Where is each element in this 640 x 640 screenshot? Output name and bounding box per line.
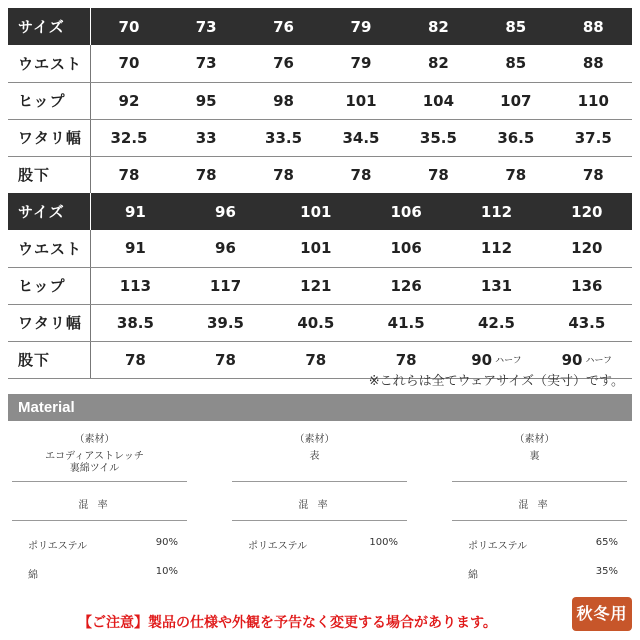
table-cell bbox=[477, 8, 554, 45]
cell-value: 33 bbox=[195, 128, 217, 147]
row-label: ヒップ bbox=[8, 82, 90, 119]
cell-value: 98 bbox=[273, 91, 294, 110]
table-cell bbox=[245, 119, 322, 156]
table-cell bbox=[542, 267, 632, 304]
table-row bbox=[8, 82, 632, 119]
cell-value: 85 bbox=[505, 17, 527, 36]
table-cell bbox=[400, 45, 477, 82]
table-cell bbox=[555, 82, 632, 119]
table-cell bbox=[90, 304, 180, 341]
cell-value: 78 bbox=[195, 165, 217, 184]
table-cell bbox=[451, 267, 541, 304]
row-label: 股下 bbox=[8, 341, 90, 378]
material-name-line1: エコディアストレッチ bbox=[45, 451, 144, 462]
table-cell bbox=[542, 230, 632, 267]
cell-value: 96 bbox=[215, 202, 236, 221]
size-table-1 bbox=[8, 8, 632, 194]
table-cell bbox=[245, 45, 322, 82]
row-label: ヒップ bbox=[8, 267, 90, 304]
table-cell bbox=[271, 341, 361, 378]
cell-value: 121 bbox=[300, 276, 332, 295]
fiber-percent: 100% bbox=[369, 537, 398, 548]
half-length-note: ハーフ bbox=[585, 355, 613, 366]
table-cell bbox=[271, 193, 361, 230]
table-cell bbox=[555, 156, 632, 193]
material-tag: （素材） bbox=[514, 434, 555, 445]
cell-value: 110 bbox=[577, 91, 609, 110]
cell-value: 78 bbox=[350, 165, 372, 184]
material-name bbox=[452, 451, 617, 463]
table-row bbox=[8, 119, 632, 156]
table-cell bbox=[271, 230, 361, 267]
cell-value: 112 bbox=[480, 239, 513, 258]
table-cell bbox=[477, 45, 554, 82]
season-badge: 秋冬用 bbox=[572, 597, 632, 631]
material-name bbox=[232, 451, 397, 463]
cell-value: 73 bbox=[195, 54, 217, 73]
cell-value: 126 bbox=[390, 276, 422, 295]
cell-value: 106 bbox=[390, 239, 422, 258]
table-cell bbox=[271, 304, 361, 341]
blend-rate-label: 混 率 bbox=[518, 500, 551, 511]
table-cell bbox=[451, 193, 541, 230]
table-row bbox=[8, 156, 632, 193]
table-cell bbox=[167, 156, 244, 193]
table-cell bbox=[361, 193, 451, 230]
cell-value: 34.5 bbox=[342, 128, 380, 147]
cell-value: 107 bbox=[500, 91, 532, 110]
cell-value: 78 bbox=[582, 165, 604, 184]
fiber-percent: 65% bbox=[595, 537, 618, 548]
table-cell bbox=[90, 193, 180, 230]
table-row bbox=[8, 230, 632, 267]
material-name bbox=[12, 451, 177, 475]
table-cell bbox=[322, 156, 399, 193]
table-cell bbox=[90, 8, 167, 45]
table-cell bbox=[555, 45, 632, 82]
cell-value: 38.5 bbox=[116, 313, 154, 332]
table-cell bbox=[271, 267, 361, 304]
table-cell bbox=[245, 8, 322, 45]
row-label: サイズ bbox=[8, 8, 90, 45]
cell-value: 88 bbox=[582, 54, 604, 73]
cell-value: 91 bbox=[124, 239, 146, 258]
cell-value: 70 bbox=[118, 17, 140, 36]
table-cell bbox=[322, 82, 399, 119]
cell-value: 73 bbox=[195, 17, 217, 36]
material-tag: （素材） bbox=[74, 434, 115, 445]
cell-value: 78 bbox=[118, 165, 140, 184]
blend-rate-label: 混 率 bbox=[298, 500, 331, 511]
cell-value: 76 bbox=[273, 17, 294, 36]
table-header-row bbox=[8, 193, 632, 230]
cell-value: 37.5 bbox=[574, 128, 612, 147]
divider bbox=[452, 481, 627, 482]
table-cell bbox=[361, 304, 451, 341]
table-cell bbox=[322, 119, 399, 156]
table-cell bbox=[180, 230, 270, 267]
table-cell bbox=[361, 267, 451, 304]
fiber-name: ポリエステル bbox=[248, 541, 308, 552]
cell-value: 96 bbox=[215, 239, 236, 258]
cell-value: 88 bbox=[582, 17, 604, 36]
cell-value: 82 bbox=[427, 17, 449, 36]
table-cell bbox=[167, 119, 244, 156]
divider bbox=[232, 520, 407, 521]
table-cell bbox=[361, 230, 451, 267]
cell-value: 78 bbox=[124, 350, 146, 369]
fiber-name: ポリエステル bbox=[468, 541, 528, 552]
table-cell bbox=[542, 193, 632, 230]
cell-value: 106 bbox=[390, 202, 422, 221]
table-cell bbox=[451, 304, 541, 341]
material-name-line1: 表 bbox=[309, 451, 320, 462]
table-cell bbox=[322, 45, 399, 82]
size-table-2 bbox=[8, 193, 632, 379]
table-header-row bbox=[8, 8, 632, 45]
table-cell bbox=[400, 82, 477, 119]
divider bbox=[12, 481, 187, 482]
table-cell bbox=[167, 82, 244, 119]
table-cell bbox=[245, 156, 322, 193]
cell-value: 101 bbox=[300, 202, 332, 221]
cell-value: 101 bbox=[345, 91, 377, 110]
table-cell bbox=[245, 82, 322, 119]
cell-value: 82 bbox=[427, 54, 449, 73]
cell-value: 36.5 bbox=[497, 128, 535, 147]
cell-value: 79 bbox=[350, 54, 372, 73]
divider bbox=[232, 481, 407, 482]
table-cell bbox=[180, 341, 270, 378]
cell-value: 131 bbox=[480, 276, 513, 295]
table-cell bbox=[167, 8, 244, 45]
cell-value: 70 bbox=[118, 54, 140, 73]
size-note: ※これらは全てウェアサイズ（実寸）です。 bbox=[368, 374, 624, 389]
table-cell bbox=[477, 82, 554, 119]
table-row bbox=[8, 267, 632, 304]
table-row bbox=[8, 45, 632, 82]
row-label: 股下 bbox=[8, 156, 90, 193]
table-cell bbox=[90, 267, 180, 304]
cell-value: 41.5 bbox=[387, 313, 425, 332]
cell-value: 104 bbox=[422, 91, 455, 110]
fiber-percent: 35% bbox=[595, 566, 618, 577]
table-cell bbox=[400, 8, 477, 45]
cell-value: 78 bbox=[395, 350, 417, 369]
table-cell bbox=[90, 341, 180, 378]
fiber-name: ポリエステル bbox=[28, 541, 88, 552]
cell-value: 90 bbox=[471, 350, 493, 369]
table-cell bbox=[167, 45, 244, 82]
row-label: ウエスト bbox=[8, 45, 90, 82]
cell-value: 78 bbox=[305, 350, 327, 369]
table-cell bbox=[180, 193, 270, 230]
cell-value: 91 bbox=[124, 202, 146, 221]
table-cell bbox=[90, 119, 167, 156]
cell-value: 90 bbox=[561, 350, 583, 369]
cell-value: 120 bbox=[571, 202, 603, 221]
row-label: ウエスト bbox=[8, 230, 90, 267]
table-cell bbox=[90, 156, 167, 193]
row-label: ワタリ幅 bbox=[8, 119, 90, 156]
material-tag: （素材） bbox=[294, 434, 335, 445]
table-cell bbox=[542, 304, 632, 341]
row-label: サイズ bbox=[8, 193, 90, 230]
divider bbox=[452, 520, 627, 521]
fiber-name: 綿 bbox=[28, 570, 38, 581]
divider bbox=[12, 520, 187, 521]
fiber-percent: 90% bbox=[155, 537, 178, 548]
table-cell bbox=[180, 304, 270, 341]
cell-value: 43.5 bbox=[568, 313, 606, 332]
cell-value: 120 bbox=[571, 239, 603, 258]
cell-value: 39.5 bbox=[206, 313, 244, 332]
table-cell bbox=[400, 119, 477, 156]
cell-value: 33.5 bbox=[265, 128, 303, 147]
material-header: Material bbox=[8, 394, 632, 421]
cell-value: 78 bbox=[215, 350, 236, 369]
cell-value: 113 bbox=[119, 276, 152, 295]
material-name-line1: 裏 bbox=[529, 451, 540, 462]
table-cell bbox=[90, 45, 167, 82]
fiber-name: 綿 bbox=[468, 570, 478, 581]
cell-value: 76 bbox=[273, 54, 294, 73]
cell-value: 112 bbox=[480, 202, 513, 221]
cell-value: 101 bbox=[300, 239, 332, 258]
cell-value: 85 bbox=[505, 54, 527, 73]
caution-notice: 【ご注意】製品の仕様や外観を予告なく変更する場合があります。 bbox=[78, 615, 497, 631]
table-cell bbox=[555, 119, 632, 156]
cell-value: 117 bbox=[209, 276, 242, 295]
table-cell bbox=[322, 8, 399, 45]
cell-value: 79 bbox=[350, 17, 372, 36]
cell-value: 42.5 bbox=[477, 313, 515, 332]
cell-value: 78 bbox=[427, 165, 449, 184]
table-row bbox=[8, 304, 632, 341]
material-name-line2: 裏綿ツイル bbox=[69, 463, 120, 474]
cell-value: 136 bbox=[571, 276, 603, 295]
table-cell bbox=[180, 267, 270, 304]
table-cell bbox=[90, 230, 180, 267]
table-cell bbox=[90, 82, 167, 119]
cell-value: 92 bbox=[118, 91, 140, 110]
table-cell bbox=[555, 8, 632, 45]
row-label: ワタリ幅 bbox=[8, 304, 90, 341]
cell-value: 32.5 bbox=[110, 128, 148, 147]
half-length-note: ハーフ bbox=[495, 355, 522, 366]
blend-rate-label: 混 率 bbox=[78, 500, 111, 511]
fiber-percent: 10% bbox=[155, 566, 178, 577]
cell-value: 78 bbox=[505, 165, 527, 184]
cell-value: 95 bbox=[195, 91, 217, 110]
cell-value: 40.5 bbox=[297, 313, 335, 332]
table-cell bbox=[477, 156, 554, 193]
table-cell bbox=[400, 156, 477, 193]
table-cell bbox=[451, 230, 541, 267]
table-cell bbox=[477, 119, 554, 156]
cell-value: 78 bbox=[273, 165, 294, 184]
cell-value: 35.5 bbox=[419, 128, 457, 147]
